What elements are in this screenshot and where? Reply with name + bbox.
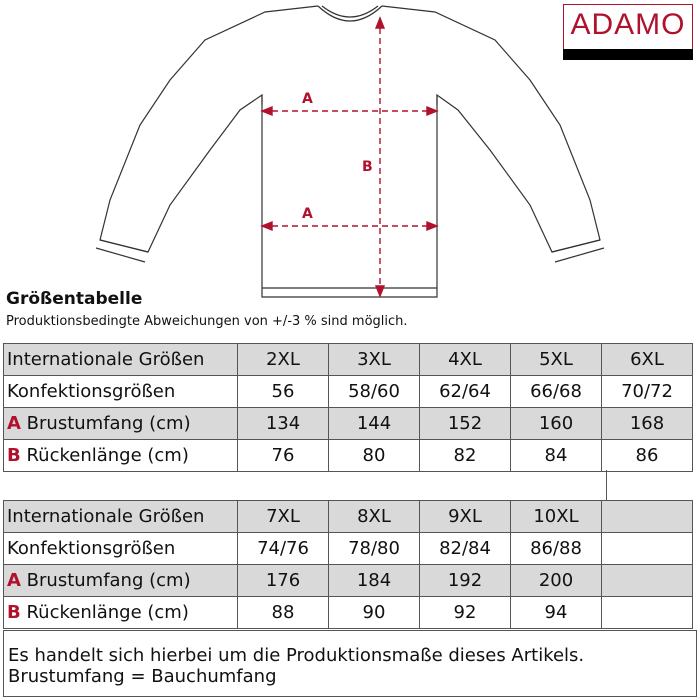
table-cell: 6XL [602,344,693,376]
note-box [3,630,697,697]
table-cell: 7XL [238,501,329,533]
table-cell: 90 [329,597,420,629]
table-row [4,408,693,440]
table-cell [602,533,693,565]
size-table-1 [3,343,693,472]
table-cell: 82 [420,440,511,472]
table-cell [602,597,693,629]
table-cell: 168 [602,408,693,440]
table-cell: 58/60 [329,376,420,408]
page-subtitle: Produktionsbedingte Abweichungen von +/-3 % sind möglich. [6,314,408,329]
sleeve-cuff-left [96,240,148,262]
table-cell: 144 [329,408,420,440]
table-row [4,501,693,533]
page-title: Größentabelle [6,289,143,309]
row-label: Internationale Größen [4,501,238,533]
note-line-1: Es handelt sich hierbei um die Produktionsmaße dieses Artikels. [8,645,585,666]
table-cell: 134 [238,408,329,440]
shirt-outline [100,6,600,297]
table-row [4,597,693,629]
table-cell: 56 [238,376,329,408]
table-cell: 160 [511,408,602,440]
table-cell: 86 [602,440,693,472]
table-cell: 4XL [420,344,511,376]
label-a-top: A [302,91,313,107]
collar [318,6,382,21]
table-cell: 88 [238,597,329,629]
table-cell: 78/80 [329,533,420,565]
table-cell: 76 [238,440,329,472]
table-cell: 66/68 [511,376,602,408]
table-cell [602,565,693,597]
label-b: B [362,159,373,175]
table-cell: 10XL [511,501,602,533]
table-row [4,440,693,472]
table-cell: 5XL [511,344,602,376]
table-cell: 9XL [420,501,511,533]
logo-text: ADAMO [570,8,686,41]
table-row [4,565,693,597]
label-a-bottom: A [302,206,313,222]
table-cell: 80 [329,440,420,472]
table-row [4,533,693,565]
table-cell: 84 [511,440,602,472]
row-label: Internationale Größen [4,344,238,376]
logo-bar [563,49,693,60]
table-cell: 176 [238,565,329,597]
sleeve-cuff-right [552,240,604,262]
table-row [4,376,693,408]
table-cell: 86/88 [511,533,602,565]
table-cell: 3XL [329,344,420,376]
table-cell: 200 [511,565,602,597]
table-cell: 152 [420,408,511,440]
table-cell: 62/64 [420,376,511,408]
note-line-2: Brustumfang = Bauchumfang [8,666,277,687]
table-cell: 94 [511,597,602,629]
table-row [4,344,693,376]
table-cell: 74/76 [238,533,329,565]
table-cell: 192 [420,565,511,597]
row-label: Konfektionsgrößen [4,533,238,565]
table-cell [602,501,693,533]
row-label: A Brustumfang (cm) [4,408,238,440]
table-cell: 82/84 [420,533,511,565]
table-separator [606,470,607,500]
row-label: B Rückenlänge (cm) [4,597,238,629]
table-cell: 184 [329,565,420,597]
brand-logo [563,4,693,60]
table-cell: 2XL [238,344,329,376]
row-label: B Rückenlänge (cm) [4,440,238,472]
table-cell: 8XL [329,501,420,533]
size-table-2 [3,500,693,629]
table-cell: 70/72 [602,376,693,408]
table-cell: 92 [420,597,511,629]
row-label: A Brustumfang (cm) [4,565,238,597]
row-label: Konfektionsgrößen [4,376,238,408]
